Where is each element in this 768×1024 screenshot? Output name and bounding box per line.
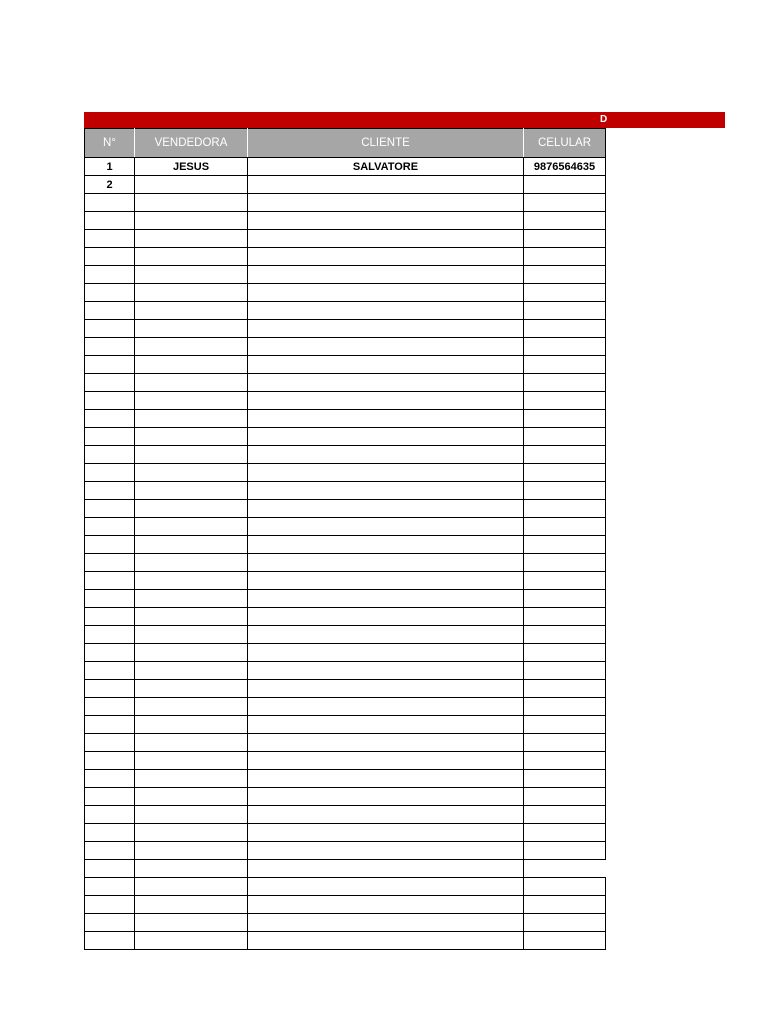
cell-number[interactable] xyxy=(85,932,135,950)
cell-celular[interactable] xyxy=(524,536,606,554)
cell-celular[interactable] xyxy=(524,446,606,464)
table-row xyxy=(85,356,606,374)
table-row xyxy=(85,248,606,266)
cell-cliente[interactable] xyxy=(248,824,524,842)
header-celular: CELULAR xyxy=(524,129,606,158)
table-row xyxy=(85,824,606,842)
table-row xyxy=(85,842,606,860)
cell-number[interactable] xyxy=(85,338,135,356)
cell-cliente[interactable] xyxy=(248,662,524,680)
cell-celular[interactable] xyxy=(524,392,606,410)
cell-number[interactable] xyxy=(85,662,135,680)
cell-number[interactable] xyxy=(85,806,135,824)
cell-number[interactable] xyxy=(85,482,135,500)
cell-vendedora[interactable] xyxy=(135,824,248,842)
cell-celular[interactable] xyxy=(524,788,606,806)
cell-number[interactable] xyxy=(85,284,135,302)
cell-celular[interactable] xyxy=(524,410,606,428)
cell-vendedora[interactable] xyxy=(135,680,248,698)
cell-number[interactable] xyxy=(85,734,135,752)
cell-cliente[interactable] xyxy=(248,626,524,644)
cell-celular[interactable] xyxy=(524,356,606,374)
table-row xyxy=(85,410,606,428)
cell-vendedora[interactable] xyxy=(135,734,248,752)
cell-vendedora[interactable] xyxy=(135,644,248,662)
cell-celular[interactable] xyxy=(524,608,606,626)
cell-celular[interactable] xyxy=(524,590,606,608)
cell-cliente[interactable] xyxy=(248,554,524,572)
cell-cliente[interactable] xyxy=(248,194,524,212)
title-banner xyxy=(84,112,725,128)
table-row xyxy=(85,554,606,572)
cell-cliente[interactable] xyxy=(248,446,524,464)
cell-cliente[interactable] xyxy=(248,464,524,482)
banner-title: D xyxy=(600,114,608,125)
cell-celular[interactable] xyxy=(524,194,606,212)
table-row xyxy=(85,536,606,554)
cell-celular[interactable] xyxy=(524,932,606,950)
table-row xyxy=(85,266,606,284)
cell-vendedora[interactable] xyxy=(135,806,248,824)
cell-number[interactable] xyxy=(85,788,135,806)
cell-celular[interactable] xyxy=(524,554,606,572)
cell-number[interactable] xyxy=(85,518,135,536)
table-row xyxy=(85,338,606,356)
table-row xyxy=(85,446,606,464)
cell-celular[interactable] xyxy=(524,266,606,284)
cell-number[interactable] xyxy=(85,536,135,554)
table-row xyxy=(85,320,606,338)
cell-vendedora[interactable] xyxy=(135,374,248,392)
cell-vendedora[interactable] xyxy=(135,608,248,626)
cell-number[interactable] xyxy=(85,698,135,716)
cell-cliente[interactable] xyxy=(248,338,524,356)
cell-vendedora[interactable] xyxy=(135,284,248,302)
cell-cliente[interactable] xyxy=(248,680,524,698)
table-row xyxy=(85,392,606,410)
cell-cliente[interactable] xyxy=(248,410,524,428)
cell-celular[interactable] xyxy=(524,734,606,752)
cell-vendedora[interactable] xyxy=(135,338,248,356)
cell-cliente[interactable] xyxy=(248,428,524,446)
cell-vendedora[interactable] xyxy=(135,482,248,500)
cell-vendedora[interactable] xyxy=(135,626,248,644)
cell-vendedora[interactable] xyxy=(135,266,248,284)
cell-celular[interactable] xyxy=(524,284,606,302)
cell-number[interactable] xyxy=(85,230,135,248)
cell-vendedora[interactable] xyxy=(135,356,248,374)
cell-vendedora[interactable] xyxy=(135,860,248,878)
cell-vendedora[interactable] xyxy=(135,464,248,482)
table-row xyxy=(85,500,606,518)
cell-cliente[interactable] xyxy=(248,302,524,320)
cell-vendedora[interactable] xyxy=(135,392,248,410)
cell-vendedora[interactable] xyxy=(135,842,248,860)
cell-cliente[interactable] xyxy=(248,590,524,608)
cell-vendedora[interactable] xyxy=(135,788,248,806)
cell-vendedora[interactable] xyxy=(135,896,248,914)
cell-cliente[interactable] xyxy=(248,284,524,302)
cell-vendedora[interactable] xyxy=(135,752,248,770)
cell-cliente[interactable] xyxy=(248,932,524,950)
cell-number[interactable] xyxy=(85,752,135,770)
table-row xyxy=(85,752,606,770)
cell-celular[interactable] xyxy=(524,302,606,320)
table-row xyxy=(85,806,606,824)
cell-number[interactable] xyxy=(85,878,135,896)
cell-celular[interactable] xyxy=(524,896,606,914)
cell-cliente[interactable] xyxy=(248,752,524,770)
cell-celular[interactable] xyxy=(524,374,606,392)
sales-table xyxy=(84,128,606,950)
table-row xyxy=(85,428,606,446)
cell-cliente[interactable] xyxy=(248,716,524,734)
cell-celular[interactable] xyxy=(524,338,606,356)
cell-celular[interactable] xyxy=(524,500,606,518)
table-row xyxy=(85,482,606,500)
cell-number[interactable] xyxy=(85,464,135,482)
cell-number[interactable] xyxy=(85,410,135,428)
cell-vendedora[interactable] xyxy=(135,536,248,554)
cell-vendedora[interactable] xyxy=(135,302,248,320)
cell-vendedora[interactable]: JESUS xyxy=(135,158,248,176)
table-row xyxy=(85,374,606,392)
cell-number[interactable] xyxy=(85,554,135,572)
cell-vendedora[interactable] xyxy=(135,194,248,212)
table-row xyxy=(85,914,606,932)
cell-number[interactable] xyxy=(85,194,135,212)
table-row xyxy=(85,680,606,698)
cell-number[interactable] xyxy=(85,896,135,914)
cell-celular[interactable] xyxy=(524,230,606,248)
cell-number[interactable] xyxy=(85,302,135,320)
cell-cliente[interactable] xyxy=(248,914,524,932)
cell-cliente[interactable] xyxy=(248,698,524,716)
cell-number[interactable] xyxy=(85,572,135,590)
cell-number[interactable] xyxy=(85,680,135,698)
cell-cliente[interactable] xyxy=(248,788,524,806)
header-vendedora: VENDEDORA xyxy=(135,129,248,158)
cell-vendedora[interactable] xyxy=(135,878,248,896)
cell-celular[interactable] xyxy=(524,698,606,716)
cell-number[interactable] xyxy=(85,914,135,932)
cell-celular[interactable] xyxy=(524,860,606,878)
cell-vendedora[interactable] xyxy=(135,212,248,230)
cell-celular[interactable] xyxy=(524,482,606,500)
cell-celular[interactable] xyxy=(524,518,606,536)
cell-vendedora[interactable] xyxy=(135,500,248,518)
table-row xyxy=(85,608,606,626)
cell-number[interactable] xyxy=(85,212,135,230)
cell-number[interactable] xyxy=(85,446,135,464)
table-row xyxy=(85,518,606,536)
cell-cliente[interactable] xyxy=(248,896,524,914)
table-row xyxy=(85,590,606,608)
cell-celular[interactable] xyxy=(524,842,606,860)
cell-celular[interactable] xyxy=(524,878,606,896)
cell-vendedora[interactable] xyxy=(135,518,248,536)
cell-celular[interactable] xyxy=(524,212,606,230)
cell-vendedora[interactable] xyxy=(135,698,248,716)
cell-number[interactable] xyxy=(85,860,135,878)
cell-cliente[interactable]: SALVATORE xyxy=(248,158,524,176)
cell-cliente[interactable] xyxy=(248,320,524,338)
table-row xyxy=(85,464,606,482)
cell-celular[interactable] xyxy=(524,770,606,788)
cell-vendedora[interactable] xyxy=(135,320,248,338)
cell-number[interactable] xyxy=(85,770,135,788)
table-row xyxy=(85,158,606,176)
cell-cliente[interactable] xyxy=(248,878,524,896)
cell-cliente[interactable] xyxy=(248,266,524,284)
cell-vendedora[interactable] xyxy=(135,554,248,572)
cell-vendedora[interactable] xyxy=(135,770,248,788)
header-row xyxy=(85,129,606,158)
cell-celular[interactable] xyxy=(524,248,606,266)
cell-number[interactable] xyxy=(85,626,135,644)
cell-vendedora[interactable] xyxy=(135,176,248,194)
cell-celular[interactable] xyxy=(524,806,606,824)
cell-celular[interactable] xyxy=(524,662,606,680)
cell-vendedora[interactable] xyxy=(135,230,248,248)
cell-celular[interactable] xyxy=(524,626,606,644)
cell-celular[interactable] xyxy=(524,320,606,338)
cell-number[interactable] xyxy=(85,824,135,842)
table-row xyxy=(85,572,606,590)
cell-number[interactable] xyxy=(85,248,135,266)
cell-number[interactable] xyxy=(85,608,135,626)
cell-celular[interactable] xyxy=(524,644,606,662)
cell-cliente[interactable] xyxy=(248,608,524,626)
cell-celular[interactable] xyxy=(524,464,606,482)
cell-number[interactable] xyxy=(85,500,135,518)
table-row xyxy=(85,194,606,212)
table-row xyxy=(85,734,606,752)
table-row xyxy=(85,626,606,644)
cell-vendedora[interactable] xyxy=(135,590,248,608)
cell-celular[interactable] xyxy=(524,680,606,698)
table-row xyxy=(85,788,606,806)
table-row xyxy=(85,896,606,914)
cell-number[interactable] xyxy=(85,590,135,608)
table-row xyxy=(85,284,606,302)
cell-celular[interactable] xyxy=(524,752,606,770)
table-row xyxy=(85,212,606,230)
cell-number[interactable] xyxy=(85,374,135,392)
cell-cliente[interactable] xyxy=(248,248,524,266)
table-row xyxy=(85,716,606,734)
header-cliente: CLIENTE xyxy=(248,129,524,158)
cell-cliente[interactable] xyxy=(248,500,524,518)
cell-cliente[interactable] xyxy=(248,536,524,554)
cell-vendedora[interactable] xyxy=(135,932,248,950)
cell-cliente[interactable] xyxy=(248,644,524,662)
cell-number[interactable] xyxy=(85,320,135,338)
table-row xyxy=(85,662,606,680)
cell-number[interactable] xyxy=(85,356,135,374)
table-row xyxy=(85,644,606,662)
cell-vendedora[interactable] xyxy=(135,410,248,428)
cell-cliente[interactable] xyxy=(248,212,524,230)
cell-cliente[interactable] xyxy=(248,374,524,392)
table-row xyxy=(85,770,606,788)
cell-cliente[interactable] xyxy=(248,356,524,374)
table-row xyxy=(85,860,606,878)
cell-number[interactable] xyxy=(85,842,135,860)
cell-cliente[interactable] xyxy=(248,734,524,752)
cell-cliente[interactable] xyxy=(248,770,524,788)
table-row xyxy=(85,302,606,320)
cell-vendedora[interactable] xyxy=(135,914,248,932)
cell-cliente[interactable] xyxy=(248,482,524,500)
table-row xyxy=(85,932,606,950)
cell-celular[interactable] xyxy=(524,716,606,734)
cell-vendedora[interactable] xyxy=(135,446,248,464)
table-row xyxy=(85,698,606,716)
cell-vendedora[interactable] xyxy=(135,428,248,446)
cell-celular[interactable] xyxy=(524,176,606,194)
table-row xyxy=(85,878,606,896)
cell-celular[interactable] xyxy=(524,428,606,446)
cell-cliente[interactable] xyxy=(248,230,524,248)
cell-celular[interactable]: 9876564635 xyxy=(524,158,606,176)
cell-cliente[interactable] xyxy=(248,806,524,824)
cell-cliente[interactable] xyxy=(248,842,524,860)
cell-number[interactable] xyxy=(85,392,135,410)
cell-cliente[interactable] xyxy=(248,572,524,590)
cell-number[interactable]: 1 xyxy=(85,158,135,176)
cell-vendedora[interactable] xyxy=(135,248,248,266)
header-number: N° xyxy=(85,129,135,158)
cell-cliente[interactable] xyxy=(248,176,524,194)
cell-vendedora[interactable] xyxy=(135,662,248,680)
cell-cliente[interactable] xyxy=(248,860,524,878)
cell-celular[interactable] xyxy=(524,572,606,590)
cell-number[interactable]: 2 xyxy=(85,176,135,194)
cell-number[interactable] xyxy=(85,716,135,734)
cell-vendedora[interactable] xyxy=(135,716,248,734)
cell-celular[interactable] xyxy=(524,914,606,932)
cell-vendedora[interactable] xyxy=(135,572,248,590)
cell-number[interactable] xyxy=(85,644,135,662)
cell-number[interactable] xyxy=(85,266,135,284)
table-row xyxy=(85,230,606,248)
table-row xyxy=(85,176,606,194)
cell-celular[interactable] xyxy=(524,824,606,842)
cell-cliente[interactable] xyxy=(248,392,524,410)
cell-number[interactable] xyxy=(85,428,135,446)
cell-cliente[interactable] xyxy=(248,518,524,536)
